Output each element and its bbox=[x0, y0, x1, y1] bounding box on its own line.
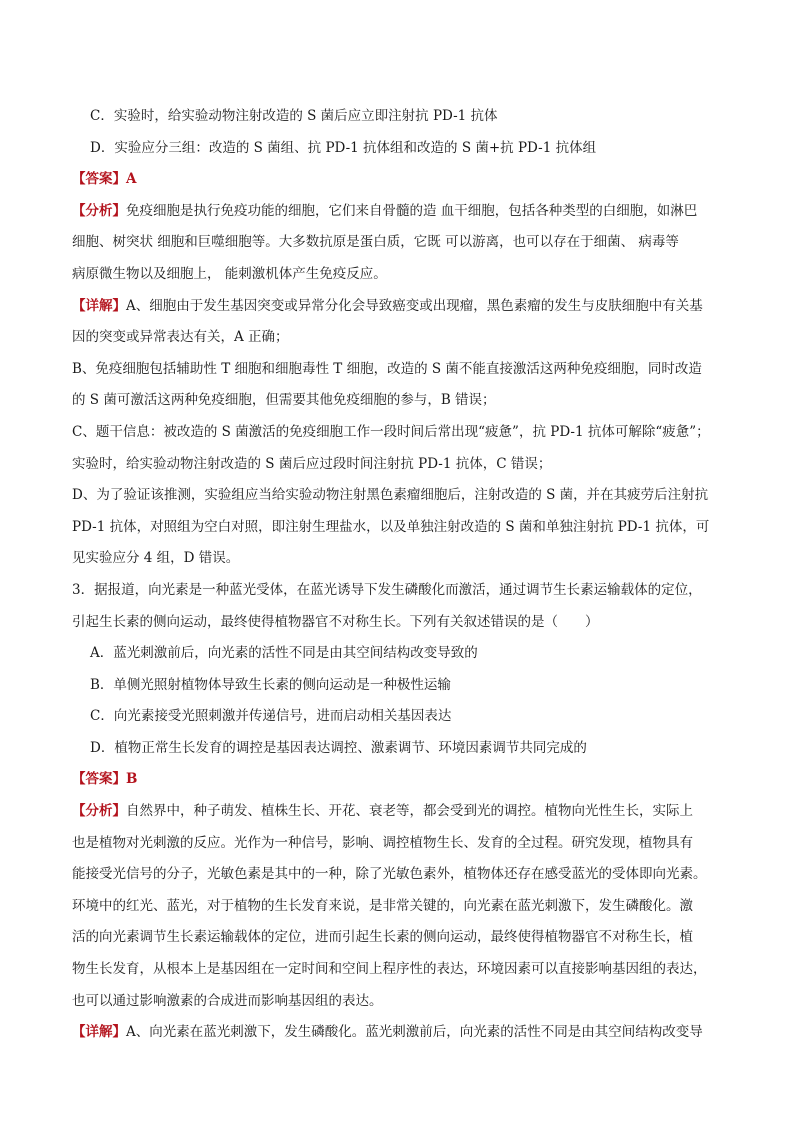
text-line bbox=[72, 354, 724, 386]
text-line bbox=[72, 543, 724, 575]
line-text: 免疫细胞是执行免疫功能的细胞，它们来自骨髓的造 血干细胞，包括各种类型的白细胞，如淋巴 bbox=[126, 202, 698, 219]
line-text: 病原微生物以及细胞上， 能刺激机体产生免疫反应。 bbox=[72, 265, 387, 282]
line-text: A、向光素在蓝光刺激下，发生磷酸化。蓝光刺激前后，向光素的活性不同是由其空间结构改变导 bbox=[126, 1024, 703, 1041]
line-text: 能接受光信号的分子，光敏色素是其中的一种，除了光敏色素外，植物体还存在感受蓝光的受体即向光素。 bbox=[72, 866, 707, 883]
text-line bbox=[72, 227, 724, 259]
line-text: D．实验应分三组：改造的 S 菌组、抗 PD-1 抗体组和改造的 S 菌+抗 PD-1 抗体组 bbox=[90, 139, 597, 156]
text-line bbox=[72, 417, 724, 449]
line-text: A、细胞由于发生基因突变或异常分化会导致癌变或出现瘤，黑色素瘤的发生与皮肤细胞中有关基 bbox=[126, 297, 703, 314]
answer-option bbox=[72, 133, 724, 165]
line-text: 也可以通过影响激素的合成进而影响基因组的表达。 bbox=[72, 992, 383, 1009]
answer-option bbox=[72, 101, 724, 133]
line-text: B．单侧光照射植物体导致生长素的侧向运动是一种极性运输 bbox=[90, 676, 451, 693]
answer-line bbox=[72, 764, 724, 796]
section-line bbox=[72, 1017, 724, 1049]
line-text: 环境中的红光、蓝光，对于植物的生长发育来说，是非常关键的，向光素在蓝光刺激下，发生磷酸化。激 bbox=[72, 897, 693, 914]
line-text: 自然界中，种子萌发、植株生长、开花、衰老等，都会受到光的调控。植物向光性生长，实际上 bbox=[126, 803, 693, 820]
section-line bbox=[72, 796, 724, 828]
line-text: A．蓝光刺激前后，向光素的活性不同是由其空间结构改变导致的 bbox=[90, 645, 478, 662]
line-text: 3．据报道，向光素是一种蓝光受体，在蓝光诱导下发生磷酸化而激活，通过调节生长素运输载体的定位， bbox=[72, 581, 702, 598]
text-line bbox=[72, 859, 724, 891]
text-line bbox=[72, 607, 724, 639]
line-text: PD-1 抗体，对照组为空白对照，即注射生理盐水，以及单独注射改造的 S 菌和单独注射抗 PD-1 抗体，可 bbox=[72, 518, 710, 535]
line-text: 引起生长素的侧向运动，最终使得植物器官不对称生长。下列有关叙述错误的是（ ） bbox=[72, 613, 599, 630]
line-text: 也是植物对光刺激的反应。光作为一种信号，影响、调控植物生长、发育的全过程。研究发现，植物具有 bbox=[72, 834, 693, 851]
line-text: 实验时，给实验动物注射改造的 S 菌后应过段时间注射抗 PD-1 抗体，C 错误； bbox=[72, 455, 552, 472]
line-text: 见实验应分 4 组，D 错误。 bbox=[72, 550, 240, 567]
line-text: 细胞、树突状 细胞和巨噬细胞等。大多数抗原是蛋白质，它既 可以游离，也可以存在于细菌、 病毒等 bbox=[72, 234, 679, 251]
line-text: 物生长发育，从根本上是基因组在一定时间和空间上程序性的表达，环境因素可以直接影响基因组的表达， bbox=[72, 961, 707, 978]
text-line bbox=[72, 480, 724, 512]
section-line bbox=[72, 291, 724, 323]
answer-value: B bbox=[126, 771, 138, 788]
section-line bbox=[72, 196, 724, 228]
text-line bbox=[72, 954, 724, 986]
text-line bbox=[72, 922, 724, 954]
section-tag: 【分析】 bbox=[72, 202, 126, 219]
text-line bbox=[72, 891, 724, 923]
section-tag: 【详解】 bbox=[72, 297, 126, 314]
answer-option bbox=[72, 701, 724, 733]
line-text: C、题干信息：被改造的 S 菌激活的免疫细胞工作一段时间后常出现“疲惫”，抗 PD-1 抗体可解除“疲惫”； bbox=[72, 423, 710, 440]
text-line bbox=[72, 449, 724, 481]
answer-value: A bbox=[126, 171, 137, 188]
text-line bbox=[72, 259, 724, 291]
line-text: 因的突变或异常表达有关，A 正确； bbox=[72, 329, 289, 346]
section-tag: 【答案】 bbox=[72, 171, 126, 188]
section-tag: 【答案】 bbox=[72, 771, 126, 788]
answer-option bbox=[72, 733, 724, 765]
line-text: D、为了验证该推测，实验组应当给实验动物注射黑色素瘤细胞后，注射改造的 S 菌，并在其疲劳后注射抗 bbox=[72, 487, 709, 504]
line-text: B、免疫细胞包括辅助性 T 细胞和细胞毒性 T 细胞，改造的 S 菌不能直接激活这两种免疫细胞，同时改造 bbox=[72, 360, 702, 377]
line-text: C．实验时，给实验动物注射改造的 S 菌后应立即注射抗 PD-1 抗体 bbox=[90, 108, 498, 124]
answer-option bbox=[72, 670, 724, 702]
line-text: D．植物正常生长发育的调控是基因表达调控、激素调节、环境因素调节共同完成的 bbox=[90, 739, 587, 756]
text-line bbox=[72, 828, 724, 860]
text-line bbox=[72, 575, 724, 607]
answer-option bbox=[72, 638, 724, 670]
line-text: 的 S 菌可激活这两种免疫细胞，但需要其他免疫细胞的参与，B 错误； bbox=[72, 392, 496, 409]
answer-line bbox=[72, 164, 724, 196]
line-text: C．向光素接受光照刺激并传递信号，进而启动相关基因表达 bbox=[90, 708, 452, 725]
section-tag: 【详解】 bbox=[72, 1024, 126, 1041]
line-text: 活的向光素调节生长素运输载体的定位，进而引起生长素的侧向运动，最终使得植物器官不对称生长，植 bbox=[72, 929, 693, 946]
text-line bbox=[72, 322, 724, 354]
section-tag: 【分析】 bbox=[72, 803, 126, 820]
text-line bbox=[72, 512, 724, 544]
text-line bbox=[72, 385, 724, 417]
text-line bbox=[72, 986, 724, 1018]
